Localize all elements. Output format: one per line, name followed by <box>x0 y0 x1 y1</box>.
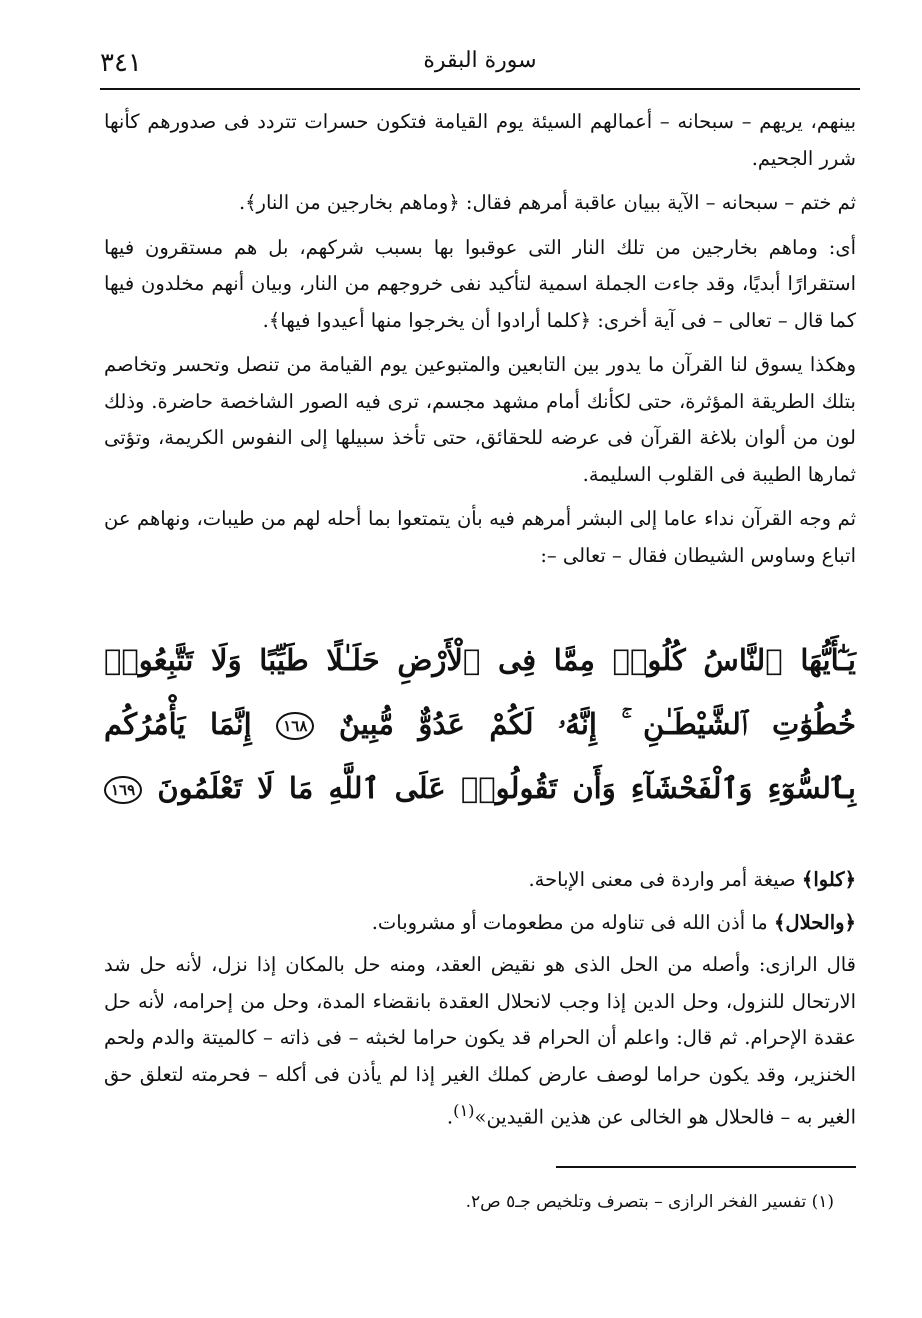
verse-line-2 <box>104 692 856 756</box>
razi-quote-end: . <box>446 1105 454 1129</box>
verse-line-2-start: خُطُوَٰتِ ٱلشَّيْطَـٰنِ ۚ إِنَّهُۥ لَكُمْ عَدُوٌّ مُّبِينٌ <box>338 707 856 741</box>
paragraph-5: ثم وجه القرآن نداء عاما إلى البشر أمرهم فيه بأن يتمتعوا بما أحله لهم من طيبات، ونهاهم عن اتباع وساوس الشيطان فقال – تعالى –: <box>104 507 856 567</box>
commentary-kulu <box>104 862 856 899</box>
paragraph-1: بينهم، يريهم – سبحانه – أعمالهم السيئة يوم القيامة فتكون حسرات تتردد فى صدورهم كأنها شرر الجحيم. <box>104 110 856 170</box>
ayah-number-169: ١٦٩ <box>104 776 142 804</box>
footnote-reference[interactable]: (١) <box>453 1101 475 1120</box>
term-kulu: ﴿كلوا﴾ <box>801 868 856 891</box>
verse-line-1: يَـٰٓأَيُّهَا ٱلنَّاسُ كُلُوا۟ مِمَّا فِى ٱلْأَرْضِ حَلَـٰلًا طَيِّبًا وَلَا تَتَّبِعُوا۟ <box>104 643 856 677</box>
definition-halal: ما أذن الله فى تناوله من مطعومات أو مشروبات. <box>371 910 768 934</box>
definition-kulu: صيغة أمر واردة فى معنى الإباحة. <box>528 868 796 891</box>
commentary-text <box>104 862 856 1142</box>
verse-line-3 <box>104 756 856 820</box>
page-header <box>100 46 860 82</box>
running-title: سورة البقرة <box>423 48 537 73</box>
footnote: (١) تفسير الفخر الرازى – بتصرف وتلخيص جـ٥ ص٢. <box>465 1192 834 1212</box>
paragraph-3: أى: وماهم بخارجين من تلك النار التى عوقبوا بها بسبب شركهم، بل هم مستقرون فيها استقرارًا أبديًا، وقد جاءت الجملة اسمية لتأكيد نفى خروجهم من النار، وبيان أنهم مخلدون فيها كما قال – تعالى – فى آية أخرى: ﴿كلما أرادوا أن يخرجوا منها أعيدوا فيها﴾. <box>104 235 856 332</box>
paragraph-2: ثم ختم – سبحانه – الآية ببيان عاقبة أمرهم فقال: ﴿وماهم بخارجين من النار﴾. <box>238 191 856 214</box>
paragraph-4: وهكذا يسوق لنا القرآن ما يدور بين التابعين والمتبوعين يوم القيامة من تنصل وتحسر وتخاصم بتلك الطريقة المؤثرة، حتى لكأنك أمام مشهد مجسم، ترى فيه الصور الشاخصة حاضرة. وذلك لون من ألوان بلاغة القرآن فى عرضه للحقائق، حتى تأخذ سبيلها إلى النفوس الكريمة، وتؤتى ثمارها الطيبة فى القلوب السليمة. <box>104 353 856 486</box>
verse-line-2-end: إِنَّمَا يَأْمُرُكُم <box>104 707 252 741</box>
footnote-rule <box>556 1166 856 1168</box>
razi-quote: قال الرازى: وأصله من الحل الذى هو نقيض العقد، ومنه حل بالمكان إذا نزل، لأنه حل شد الارتحال للنزول، وحل الدين إذا وجب لانحلال العقدة بانقضاء المدة، وحل من إحرامه، لأنه حل عقدة الإحرام. ثم قال: واعلم أن الحرام قد يكون حراما لخبثه – فى ذاته – كالميتة والدم ولحم الخنزير، وقد يكون حراما لوصف عارض كملك الغير إذا لم يأذن فى أكله – فحرمته لتعلق حق الغير به – فالحلال هو الخالى عن هذين القيدين» <box>104 953 856 1129</box>
header-rule <box>100 88 860 90</box>
quran-verse <box>104 628 856 820</box>
ayah-number-168: ١٦٨ <box>276 712 314 740</box>
commentary-halal <box>104 905 856 942</box>
verse-line-3-text: بِٱلسُّوٓءِ وَٱلْفَحْشَآءِ وَأَن تَقُولُوا۟ عَلَى ٱللَّهِ مَا لَا تَعْلَمُونَ <box>157 771 856 805</box>
commentary-razi <box>104 947 856 1136</box>
term-halal: ﴿والحلال﴾ <box>773 910 856 934</box>
intro-text <box>104 104 856 582</box>
page-number: ٣٤١ <box>100 48 142 78</box>
